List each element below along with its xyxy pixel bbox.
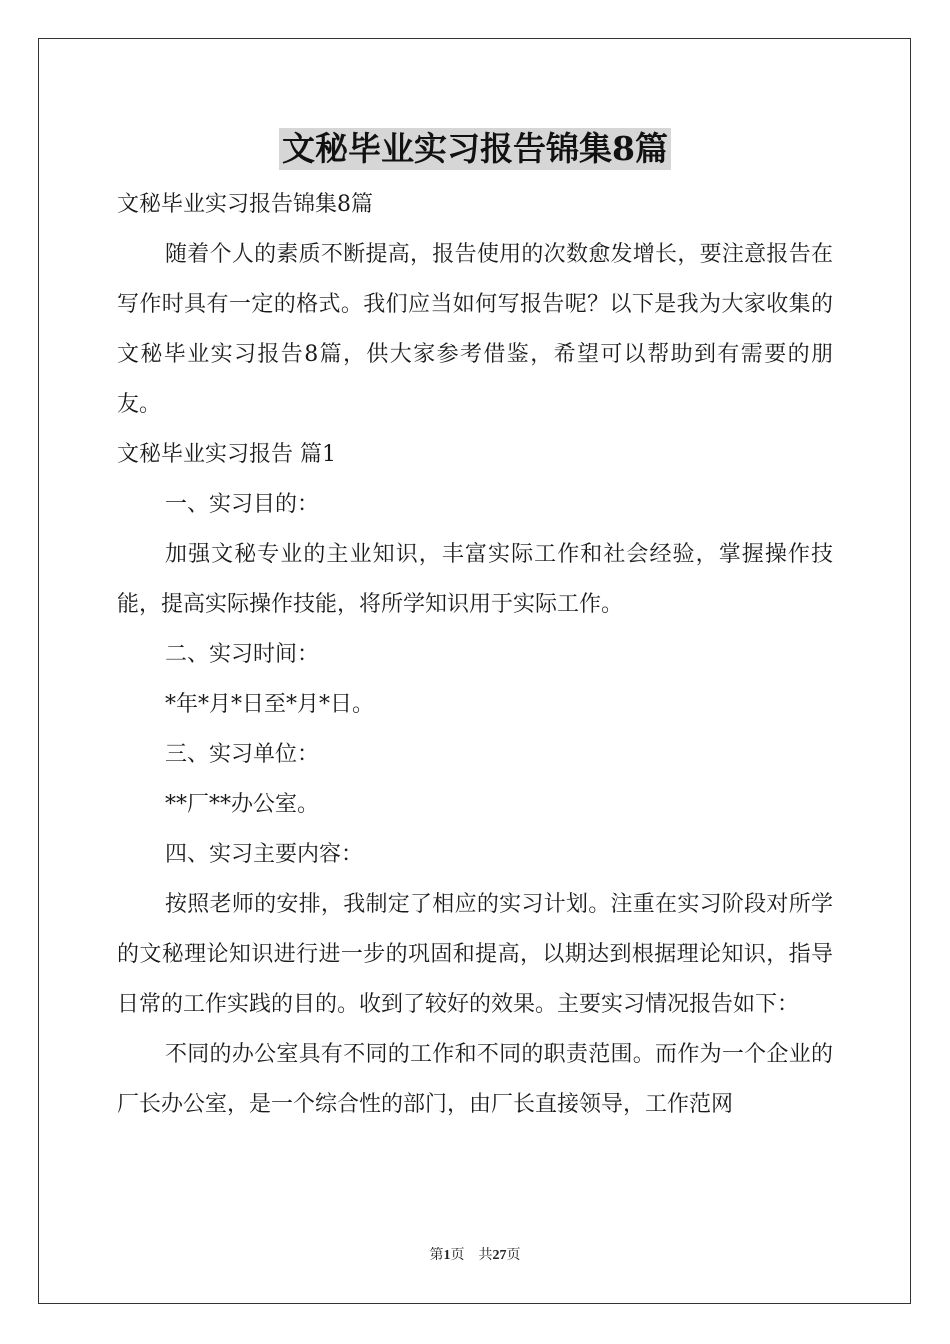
footer-total-suffix: 页 bbox=[506, 1247, 521, 1263]
paragraph: 三、实习单位： bbox=[165, 742, 320, 767]
paragraph: 四、实习主要内容： bbox=[165, 842, 364, 867]
paragraph: 随着个人的素质不断提高，报告使用的次数愈发增长，要注意报告在写作时具有一定的格式。我们应当如何写报告呢？以下是我为大家收集的文秘毕业实习报告8篇，供大家参考借鉴，希望可以帮助到有需要的朋友。 bbox=[117, 242, 833, 417]
paragraph: 一、实习目的： bbox=[165, 492, 320, 517]
footer-page-prefix: 第 bbox=[429, 1247, 444, 1263]
paragraph: 加强文秘专业的主业知识，丰富实际工作和社会经验，掌握操作技能，提高实际操作技能，将所学知识用于实际工作。 bbox=[117, 542, 833, 617]
paragraph: 文秘毕业实习报告锦集8篇 bbox=[117, 192, 373, 217]
paragraph: *年*月*日至*月*日。 bbox=[165, 692, 375, 717]
document-body bbox=[117, 180, 833, 1130]
paragraph: 二、实习时间： bbox=[165, 642, 320, 667]
paragraph: **厂**办公室。 bbox=[165, 792, 320, 817]
page-footer bbox=[0, 1244, 950, 1264]
document-title: 文秘毕业实习报告锦集8篇 bbox=[279, 128, 671, 170]
footer-total-prefix: 共 bbox=[478, 1247, 493, 1263]
footer-page-suffix: 页 bbox=[450, 1247, 465, 1263]
paragraph: 不同的办公室具有不同的工作和不同的职责范围。而作为一个企业的厂长办公室，是一个综合性的部门，由厂长直接领导，工作范网 bbox=[117, 1042, 833, 1117]
footer-page-number: 1 bbox=[443, 1248, 451, 1263]
paragraph: 按照老师的安排，我制定了相应的实习计划。注重在实习阶段对所学的文秘理论知识进行进一步的巩固和提高，以期达到根据理论知识，指导日常的工作实践的目的。收到了较好的效果。主要实习情况报告如下： bbox=[117, 892, 833, 1017]
title-container bbox=[0, 128, 950, 170]
paragraph: 文秘毕业实习报告 篇1 bbox=[117, 442, 336, 467]
footer-total-pages: 27 bbox=[492, 1248, 507, 1263]
